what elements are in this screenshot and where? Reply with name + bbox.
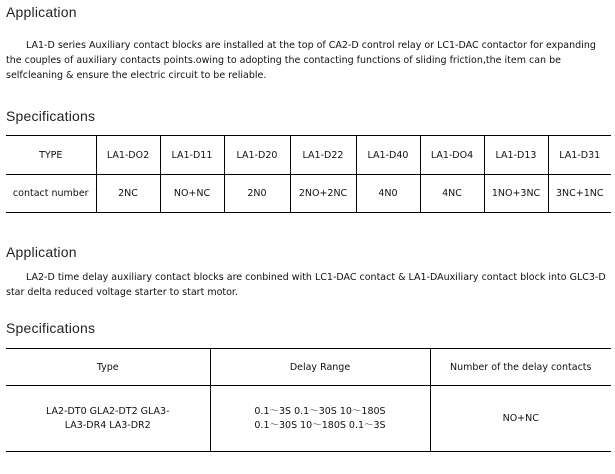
la1-spec-table <box>6 135 611 213</box>
table-cell: 2N0 <box>224 175 290 213</box>
delay-range-cell <box>210 386 430 452</box>
application-text-2: LA2-D time delay auxiliary contact blocks are conbined with LC1-DAC contact & LA1-DAuxiliary contact block into GLC3-D star delta reduced voltage starter to start motor. <box>6 272 606 298</box>
header-cell: LA1-D11 <box>160 136 224 175</box>
table-cell: 4NC <box>420 175 484 213</box>
header-cell: Number of the delay contacts <box>430 349 611 386</box>
range-line: 0.1～30S 10～180S 0.1～3S <box>254 419 386 431</box>
header-cell: Type <box>6 349 210 386</box>
header-cell: LA1-D20 <box>224 136 290 175</box>
header-cell: Delay Range <box>210 349 430 386</box>
header-cell: LA1-D22 <box>290 136 356 175</box>
contacts-cell: NO+NC <box>430 386 611 452</box>
table-cell: 3NC+1NC <box>548 175 611 213</box>
table-cell: contact number <box>12 188 89 199</box>
table-cell: NO+NC <box>160 175 224 213</box>
header-cell: LA1-D13 <box>484 136 548 175</box>
header-cell: LA1-DO2 <box>96 136 160 175</box>
table-row <box>6 175 611 213</box>
table-cell: 2NO+2NC <box>290 175 356 213</box>
type-line: LA3-DR4 LA3-DR2 <box>64 419 151 431</box>
range-line: 0.1～3S 0.1～30S 10～180S <box>254 405 386 417</box>
header-cell: LA1-D40 <box>356 136 420 175</box>
application-heading-1: Application <box>6 4 77 20</box>
la2-spec-table <box>6 348 611 452</box>
specifications-heading-1: Specifications <box>6 108 96 124</box>
table-cell: 2NC <box>96 175 160 213</box>
header-cell: LA1-D31 <box>548 136 611 175</box>
table-header-row <box>6 136 611 175</box>
header-cell: LA1-DO4 <box>420 136 484 175</box>
specifications-heading-2: Specifications <box>6 320 96 336</box>
table-cell: 4N0 <box>356 175 420 213</box>
application-heading-2: Application <box>6 244 77 260</box>
type-line: LA2-DT0 GLA2-DT2 GLA3- <box>45 405 170 417</box>
application-paragraph-1 <box>6 38 610 83</box>
type-cell <box>6 386 210 452</box>
table-cell: 1NO+3NC <box>484 175 548 213</box>
table-row <box>6 386 611 452</box>
application-text-1: LA1-D series Auxiliary contact blocks are installed at the top of CA2-D control relay or LC1-DAC contactor for expanding the couples of auxiliary contacts points.owing to adopting the contacting functions of sliding friction,the item can be selfcleaning & ensure the electric circuit to be reliable. <box>6 40 596 81</box>
application-paragraph-2 <box>6 270 610 300</box>
header-cell: TYPE <box>6 136 96 175</box>
table-header-row <box>6 349 611 386</box>
